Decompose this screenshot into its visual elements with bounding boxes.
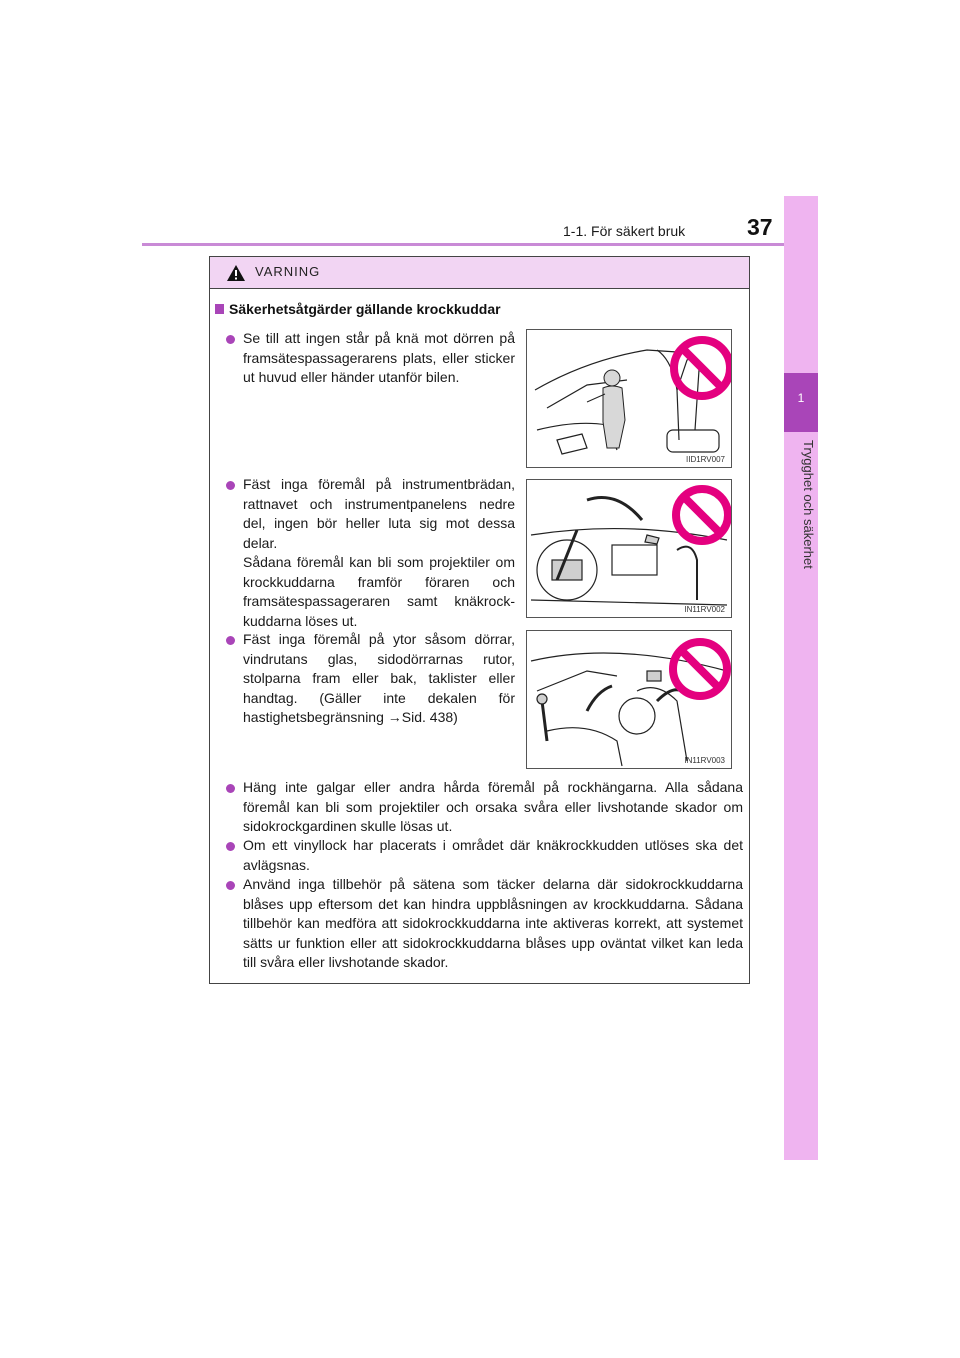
illustration-passenger-kneeling xyxy=(526,329,732,468)
warning-item-4: Häng inte galgar eller andra hårda föremål på rockhängarna. Alla sådana föremål kan bli som projektiler och orsaka svåra eller livshotande skador om sidokrockgardinen skulle lösas ut. xyxy=(243,779,743,834)
chapter-number: 1 xyxy=(784,373,818,432)
illustration-dashboard-objects xyxy=(526,479,732,618)
bullet-icon xyxy=(226,335,235,344)
bullet-icon xyxy=(226,481,235,490)
header-rule xyxy=(142,243,818,246)
illustration-code: IN11RV003 xyxy=(684,756,725,765)
subheading-text: Säkerhetsåtgärder gällande krockkuddar xyxy=(229,301,501,317)
warning-title: VARNING xyxy=(255,264,321,279)
bullet-icon xyxy=(226,842,235,851)
illustration-door-window-objects xyxy=(526,630,732,769)
warning-item-2: Fäst inga föremål på instrumentbrädan, rattnavet och instrumentpanelens nedre del, ingen bör heller luta sig mot dessa delar. xyxy=(243,476,515,551)
page-number: 37 xyxy=(747,214,773,240)
warning-subheading xyxy=(215,301,501,317)
section-title: 1-1. För säkert bruk xyxy=(563,223,686,239)
chapter-side-tab xyxy=(784,196,818,1160)
square-bullet-icon xyxy=(215,304,224,314)
warning-item-1: Se till att ingen står på knä mot dörren på framsätespassagerarens plats, eller sticker ut huvud eller händer utanför bilen. xyxy=(243,330,515,385)
illustration-code: IID1RV007 xyxy=(686,455,725,464)
chapter-title: Trygghet och säkerhet xyxy=(801,440,816,569)
car-interior-passenger-drawing xyxy=(527,330,732,468)
warning-item-6: Använd inga tillbehör på sätena som täcker delarna där sidokrockkuddarna blåses upp eftersom det kan hindra uppblåsningen av krockkuddarna. Sådana tillbehör kan medföra att sidokrockkuddarna inte aktiveras korrekt, att systemet sätts ur funktion eller att sidokrockkuddarna blåses upp oväntat vilket kan leda till svåra eller livshotande skador. xyxy=(243,876,743,970)
illustration-code: IN11RV002 xyxy=(684,605,725,614)
dashboard-drawing xyxy=(527,480,732,618)
warning-item-2-continued: Sådana föremål kan bli som projektiler om krockkuddarna framför föraren och framsätespassageraren samt knäkrock-kuddarna löses ut. xyxy=(243,554,515,629)
bullet-icon xyxy=(226,784,235,793)
bullet-icon xyxy=(226,881,235,890)
warning-triangle-icon xyxy=(226,264,246,282)
bullet-icon xyxy=(226,636,235,645)
warning-item-5: Om ett vinyllock har placerats i området där knäkrockkudden utlöses ska det avlägsnas. xyxy=(243,837,743,873)
warning-item-3: Fäst inga föremål på ytor såsom dörrar, vindrutans glas, sidodörrarnas rutor, stolparna fram eller bak, taklister eller handtag. (Gäller inte dekalen för hastighetsbegränsning →Sid. 438) xyxy=(243,631,515,725)
cabin-doors-drawing xyxy=(527,631,732,769)
warning-header xyxy=(210,257,749,289)
